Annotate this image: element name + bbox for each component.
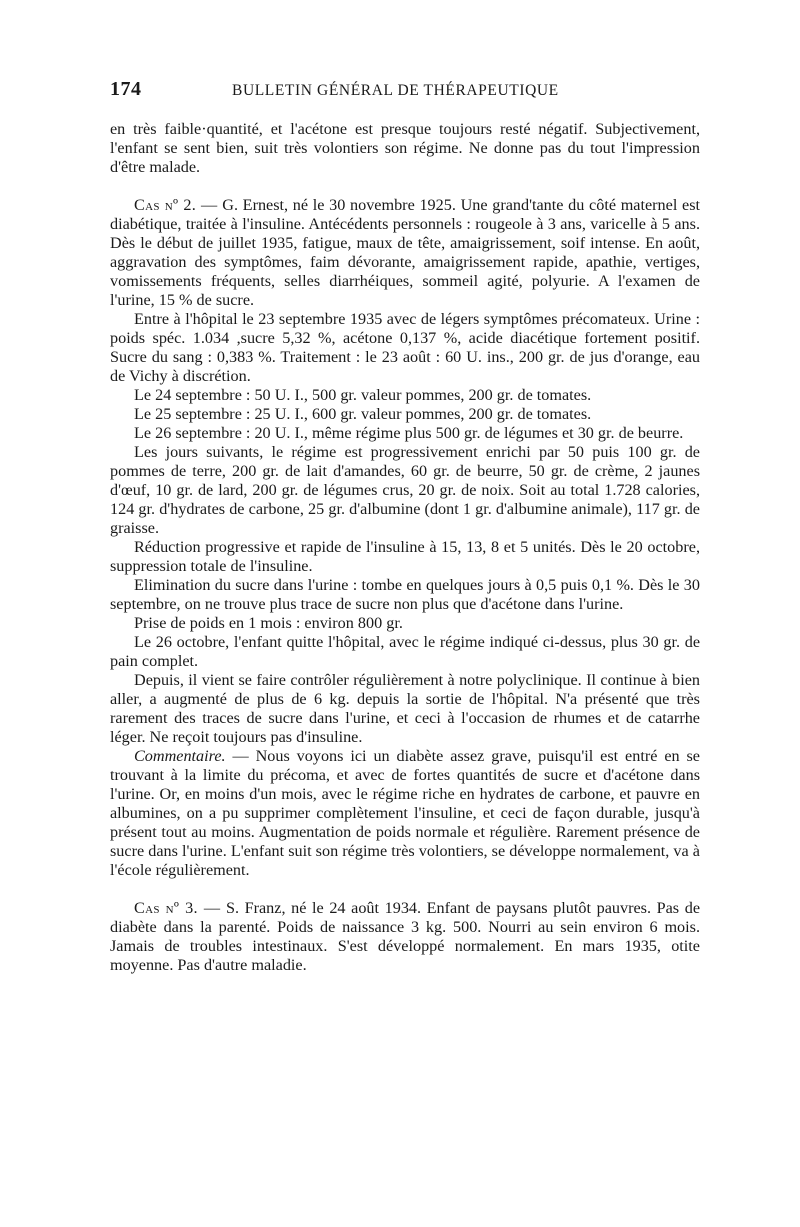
paragraph: Le 26 septembre : 20 U. I., même régime plus 500 gr. de légumes et 30 gr. de beurre. [134,424,684,442]
running-title: BULLETIN GÉNÉRAL DE THÉRAPEUTIQUE [232,82,559,99]
case-2-text: G. Ernest, né le 30 novembre 1925. Une grand'tante du côté maternel est diabétique, traitée à l'insuline. Antécédents personnels : rougeole à 3 ans, varicelle à 5 ans. Dès le début de juillet 1935, fatigue, maux de tête, amaigrissement, soif intense. En août, aggravation des symptômes, faim dévorante, amaigrissement rapide, apathie, vertiges, vomissements fréquents, selles diarrhéiques, sommeil agité, polyurie. A l'examen de l'urine, 15 % de sucre. [110,196,701,309]
paragraph: Depuis, il vient se faire contrôler régulièrement à notre polyclinique. Il continue à bien aller, a augmenté de plus de 6 kg. depuis la sortie de l'hôpital. N'a présenté que très rarement des traces de sucre dans l'urine, et ceci à l'occasion de rhumes et de catarrhe léger. Ne reçoit toujours pas d'insuline. [110,671,700,746]
body-text [110,120,700,975]
paragraph: Le 26 octobre, l'enfant quitte l'hôpital, avec le régime indiqué ci-dessus, plus 30 gr. de pain complet. [110,633,700,670]
paragraph: Prise de poids en 1 mois : environ 800 gr. [134,614,403,632]
case-2-intro [110,196,700,310]
paragraph: Entre à l'hôpital le 23 septembre 1935 avec de légers symptômes précomateux. Urine : poids spéc. 1.034 ,sucre 5,32 %, acétone 0,137 %, acide diacétique fortement positif. Sucre du sang : 0,383 %. Traitement : le 23 août : 60 U. ins., 200 gr. de jus d'orange, eau de Vichy à discrétion. [110,310,700,385]
paragraph: Réduction progressive et rapide de l'insuline à 15, 13, 8 et 5 unités. Dès le 20 octobre, suppression totale de l'insuline. [110,538,700,575]
page-header [110,78,700,102]
commentary-text: — Nous voyons ici un diabète assez grave, puisqu'il est entré en se trouvant à la limite du précoma, et avec de fortes quantités de sucre et d'acétone dans l'urine. Or, en moins d'un mois, avec le régime riche en hydrates de carbone, et pauvre en albumines, on a pu supprimer complètement l'insuline, et ceci de façon durable, jusqu'à présent tout au moins. Augmentation de poids normale et régulière. Rarement présence de sucre dans l'urine. L'enfant suit son régime très volontiers, se développe normalement, va à l'école régulièrement. [110,747,700,879]
paragraph: Les jours suivants, le régime est progressivement enrichi par 50 puis 100 gr. de pommes de terre, 200 gr. de lait d'amandes, 60 gr. de beurre, 50 gr. de crème, 2 jaunes d'œuf, 10 gr. de lard, 200 gr. de légumes crus, 20 gr. de noix. Soit au total 1.728 calories, 124 gr. d'hydrates de carbone, 25 gr. d'albumine (dont 1 gr. d'albumine animale), 117 gr. de graisse. [110,443,700,537]
commentary-label: Commentaire. [134,747,226,765]
commentary [110,747,700,880]
paragraph: Le 24 septembre : 50 U. I., 500 gr. valeur pommes, 200 gr. de tomates. [134,386,592,404]
case-2-label: Cas nº 2. — [134,196,218,214]
page-number: 174 [110,78,142,100]
paragraph-continuation: en très faible·quantité, et l'acétone est presque toujours resté négatif. Subjectivement, l'enfant se sent bien, suit très volontiers son régime. Ne donne pas du tout l'impression d'être malade. [110,120,700,176]
case-3-label: Cas nº 3. — [134,899,221,917]
paragraph: Le 25 septembre : 25 U. I., 600 gr. valeur pommes, 200 gr. de tomates. [134,405,592,423]
case-3-intro [110,899,700,975]
case-3-text: S. Franz, né le 24 août 1934. Enfant de paysans plutôt pauvres. Pas de diabète dans la parenté. Poids de naissance 3 kg. 500. Nourri au sein environ 6 mois. Jamais de troubles intestinaux. S'est développé normalement. En mars 1935, otite moyenne. Pas d'autre maladie. [110,899,700,974]
paragraph: Elimination du sucre dans l'urine : tombe en quelques jours à 0,5 puis 0,1 %. Dès le 30 septembre, on ne trouve plus trace de sucre non plus que d'acétone dans l'urine. [110,576,700,613]
